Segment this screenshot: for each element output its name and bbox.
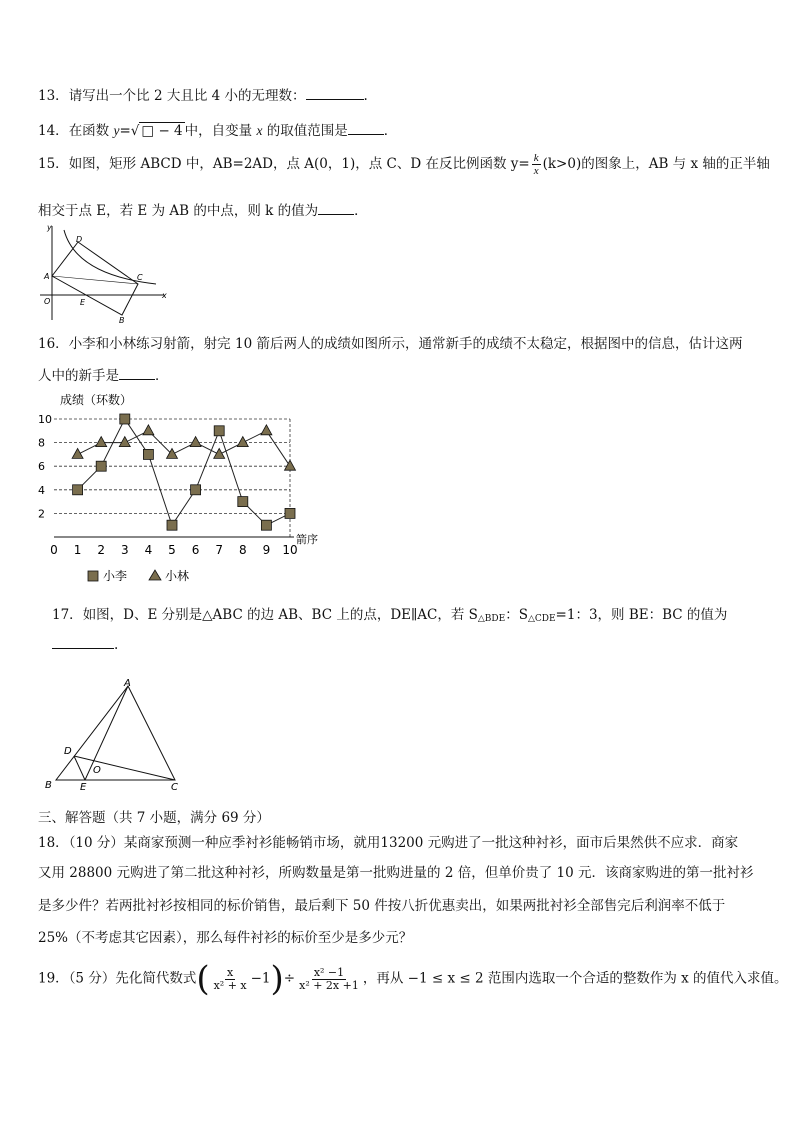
question-13 [38, 84, 368, 104]
divide: ÷ [283, 970, 296, 987]
x-tick-label: 1 [73, 543, 82, 557]
x-tick-label: 9 [262, 543, 271, 557]
x-tick-label: 2 [97, 543, 106, 557]
label-y: y [47, 223, 52, 232]
x-tick-label: 10 [282, 543, 298, 557]
label-C: C [171, 782, 178, 793]
question-16-line1 [38, 332, 742, 352]
question-15-line1 [38, 152, 770, 177]
question-text: 在函数 [68, 123, 114, 139]
question-text: 如图，矩形 ABCD 中，AB=2AD，点 A(0，1)，点 C、D 在反比例函数 y= [68, 156, 530, 172]
label-B: B [45, 780, 52, 791]
data-point-triangle [143, 425, 154, 435]
label-x: x [162, 291, 167, 300]
question-18-line4 [38, 926, 412, 946]
left-paren: ( [196, 959, 210, 999]
question-18-line2 [38, 861, 753, 881]
question-17-line2 [52, 636, 118, 653]
data-point-square [285, 508, 295, 518]
section-3-title [38, 806, 270, 826]
question-number: 13． [38, 88, 69, 104]
question-number: 17． [52, 607, 83, 623]
data-point-triangle [96, 437, 107, 447]
question-text: 的取值范围是 [262, 123, 348, 139]
var-y: y [113, 123, 120, 138]
y-tick-label: 8 [38, 436, 45, 450]
question-number: 18． [38, 835, 69, 851]
question-number: 15． [38, 156, 69, 172]
data-point-square [167, 520, 177, 530]
data-point-square [120, 414, 130, 424]
x-tick-label: 5 [168, 543, 176, 557]
data-point-triangle [214, 448, 225, 458]
denominator: x² + 2x +1 [299, 978, 359, 992]
question-text: (k>0)的图象上，AB 与 x 轴的正半轴 [542, 156, 770, 172]
sqrt: √ □ − 4 [130, 123, 183, 139]
label-D: D [76, 235, 83, 244]
y-tick-label: 4 [38, 483, 45, 497]
segment-de [74, 756, 85, 780]
figure-15 [36, 220, 171, 325]
label-B: B [119, 316, 125, 325]
data-point-square [238, 497, 248, 507]
x-tick-label: 7 [215, 543, 224, 557]
question-text: =1：3，则 BE：BC 的值为 [555, 607, 728, 623]
question-text: 请写出一个比 2 大且比 4 小的无理数： [68, 88, 306, 104]
section-title: 三、解答题（共 7 小题，满分 69 分） [38, 810, 270, 826]
var-x: x [256, 123, 263, 138]
punct: ． [155, 368, 169, 384]
question-18-line1 [38, 831, 738, 851]
question-19 [38, 959, 788, 999]
data-point-triangle [72, 448, 83, 458]
legend-label: 小林 [165, 569, 190, 583]
answer-blank[interactable] [306, 87, 364, 100]
question-number: 14． [38, 123, 69, 139]
right-paren: ) [270, 959, 284, 999]
answer-blank[interactable] [52, 636, 114, 649]
score-chart [30, 390, 350, 590]
subscript: △BDE [477, 614, 506, 624]
equals: = [119, 123, 131, 139]
label-A: A [124, 678, 131, 689]
question-15-line2 [38, 199, 368, 219]
radicand: □ − 4 [141, 123, 183, 139]
x-tick-label: 3 [120, 543, 129, 557]
subscript: △CDE [527, 614, 556, 624]
question-text: 中，自变量 [184, 123, 257, 139]
legend-square-marker [88, 571, 98, 581]
punct: . [114, 637, 119, 653]
answer-blank[interactable] [348, 122, 384, 135]
question-text: 相交于点 E，若 E 为 AB 的中点，则 k 的值为 [38, 203, 319, 219]
question-text: 如图，D、E 分别是△ABC 的边 AB、BC 上的点，DE∥AC，若 S [82, 607, 478, 623]
label-C: C [137, 273, 143, 282]
data-point-square [214, 426, 224, 436]
legend-triangle-marker [149, 570, 161, 580]
question-text: 小李和小林练习射箭，射完 10 箭后两人的成绩如图所示，通常新手的成绩不太稳定，根据图中的信息，估计这两 [68, 336, 743, 352]
data-point-triangle [190, 437, 201, 447]
question-16-line2 [38, 364, 169, 384]
numerator: k [533, 152, 539, 164]
numerator: x² −1 [313, 965, 345, 979]
chart-title: 成绩（环数） [60, 393, 133, 407]
question-text: 25%（不考虑其它因素），那么每件衬衫的标价至少是多少元？ [38, 930, 413, 946]
fraction-2 [297, 967, 361, 992]
x-tick-label: 8 [238, 543, 247, 557]
question-number: 19． [38, 970, 69, 987]
x-tick-label: 0 [50, 543, 58, 557]
question-text: 人中的新手是 [38, 368, 119, 384]
denominator: x² + x [213, 978, 247, 992]
question-14 [38, 119, 397, 139]
label-E: E [80, 298, 86, 307]
legend-label: 小李 [103, 569, 128, 583]
fraction-1 [212, 967, 249, 992]
question-text: 又用 28800 元购进了第二批这种衬衫，所购数量是第一批购进量的 2 倍，但单价贵了 10 元．该商家购进的第一批衬衫 [38, 865, 754, 881]
y-tick-label: 2 [38, 507, 45, 521]
question-text: （10 分）某商家预测一种应季衬衫能畅销市场，就用13200 元购进了一批这种衬衫，面市后果然供不应求．商家 [68, 835, 739, 851]
x-axis-label: 箭序 [296, 533, 318, 546]
question-text: ，再从 −1 ≤ x ≤ 2 范围内选取一个合适的整数作为 x 的值代入求值。 [362, 970, 788, 987]
minus-one: −1 [250, 970, 271, 987]
question-text: （5 分）先化简代数式 [68, 970, 197, 987]
data-point-triangle [261, 425, 272, 435]
question-text: ：S [505, 607, 528, 623]
answer-blank[interactable] [119, 367, 155, 380]
label-O: O [44, 297, 51, 306]
denominator: x [533, 165, 539, 177]
label-A: A [44, 272, 50, 281]
question-number: 16． [38, 336, 69, 352]
x-tick-label: 4 [144, 543, 153, 557]
data-point-square [191, 485, 201, 495]
fraction-k-over-x [532, 152, 541, 177]
data-point-square [73, 485, 83, 495]
question-17-line1 [52, 603, 727, 624]
question-18-line3 [38, 894, 725, 914]
x-tick-label: 6 [191, 543, 200, 557]
y-tick-label: 10 [38, 413, 52, 426]
label-O: O [93, 765, 101, 776]
series-line-2 [78, 431, 290, 466]
punct: ． [383, 123, 398, 139]
segment-dc [74, 756, 175, 780]
figure-17 [40, 676, 190, 796]
data-point-triangle [237, 437, 248, 447]
data-point-square [143, 449, 153, 459]
label-D: D [64, 746, 72, 757]
answer-blank[interactable] [318, 202, 354, 215]
data-point-triangle [119, 437, 130, 447]
punct: ． [354, 203, 368, 219]
data-point-square [261, 520, 271, 530]
y-tick-label: 6 [38, 460, 45, 474]
data-point-triangle [285, 460, 296, 470]
question-text: 是多少件？若两批衬衫按相同的标价销售，最后剩下 50 件按八折优惠卖出，如果两批衬衫全部售完后利润率不低于 [38, 898, 726, 914]
punct: . [363, 88, 368, 104]
numerator: x [227, 965, 234, 979]
data-point-square [96, 461, 106, 471]
label-E: E [80, 782, 87, 793]
